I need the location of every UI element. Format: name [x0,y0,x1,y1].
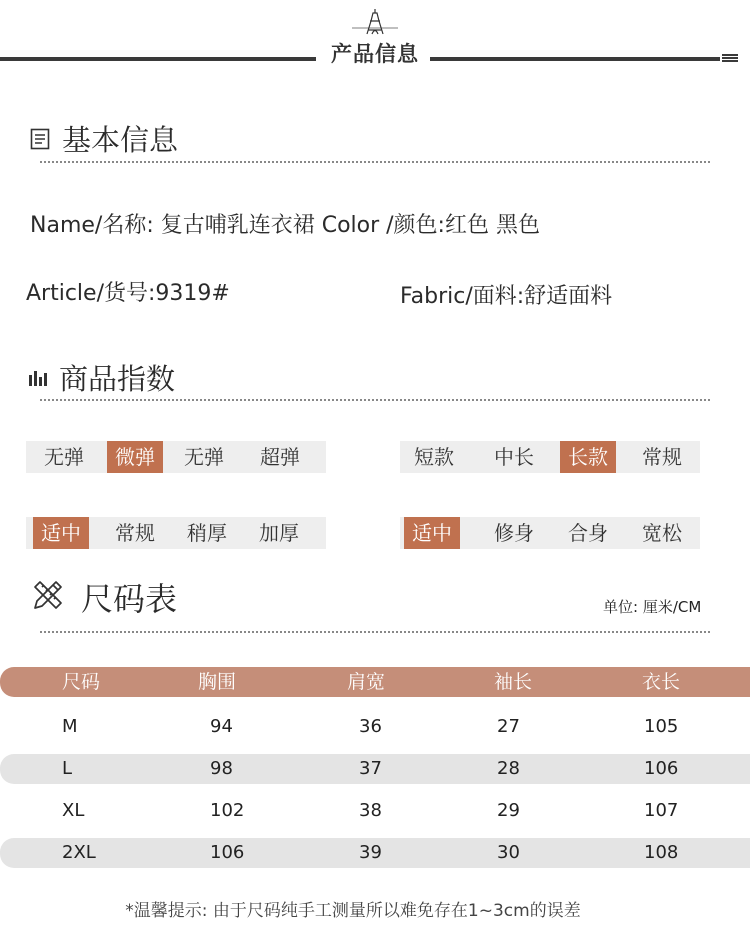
table-cell: 94 [210,716,233,737]
column-header: 衣长 [642,671,681,693]
article-line: Article/货号:9319# [26,281,230,306]
table-cell: 29 [497,800,520,821]
bar-chart-icon [29,368,47,386]
measurement-note: *温馨提示: 由于尺码纯手工测量所以难免存在1~3cm的误差 [125,901,581,921]
table-cell: 98 [210,758,233,779]
index-option: 中长 [494,445,534,469]
table-cell: 37 [359,758,382,779]
table-cell: 107 [644,800,679,821]
index-option: 短款 [414,445,454,469]
column-header: 肩宽 [347,671,386,693]
name-color-line: Name/名称: 复古哺乳连衣裙 Color /颜色:红色 黑色 [30,213,540,238]
index-option: 修身 [494,521,534,545]
index-option: 常规 [115,521,155,545]
index-bar-elasticity [26,441,326,473]
header-title: 产品信息 [331,42,419,66]
product-index-title: 商品指数 [59,362,176,396]
table-cell: 28 [497,758,520,779]
header-divider-right [430,57,720,61]
table-cell: 102 [210,800,245,821]
basic-info-divider [40,161,710,163]
size-table-header [0,667,750,697]
index-option: 无弹 [44,445,84,469]
fabric-line: Fabric/面料:舒适面料 [400,284,613,309]
index-option: 宽松 [642,521,682,545]
table-cell: 30 [497,842,520,863]
header-end-mark [722,54,738,63]
table-cell: 106 [210,842,245,863]
index-option-selected: 适中 [33,517,89,549]
table-cell: 105 [644,716,679,737]
product-index-divider [40,399,710,401]
column-header: 胸围 [198,671,237,693]
header-divider-left [0,57,316,61]
column-header: 尺码 [62,671,101,693]
index-option: 合身 [568,521,608,545]
table-cell: 39 [359,842,382,863]
table-cell: L [62,758,73,779]
table-cell: 106 [644,758,679,779]
index-option: 稍厚 [187,521,227,545]
table-cell: 2XL [62,842,96,863]
index-option: 加厚 [259,521,299,545]
table-row [0,838,750,868]
table-cell: 108 [644,842,679,863]
index-option-selected: 适中 [404,517,460,549]
table-cell: M [62,716,78,737]
basic-info-title: 基本信息 [62,123,179,157]
table-cell: 27 [497,716,520,737]
table-cell: 38 [359,800,382,821]
size-chart-title: 尺码表 [81,580,178,618]
column-header: 袖长 [494,671,533,693]
table-cell: XL [62,800,85,821]
table-row [0,712,750,742]
index-option-selected: 长款 [560,441,616,473]
index-bar-fit [400,517,700,549]
ruler-pencil-icon [32,579,64,611]
table-row [0,754,750,784]
index-option: 常规 [642,445,682,469]
index-option: 无弹 [184,445,224,469]
index-bar-thickness [26,517,326,549]
unit-label: 单位: 厘米/CM [603,598,702,616]
table-cell: 36 [359,716,382,737]
size-chart-divider [40,631,710,633]
document-icon [30,128,50,150]
index-option: 超弹 [260,445,300,469]
index-option-selected: 微弹 [107,441,163,473]
eiffel-tower-icon [352,8,398,36]
index-bar-length [400,441,700,473]
table-row [0,796,750,826]
